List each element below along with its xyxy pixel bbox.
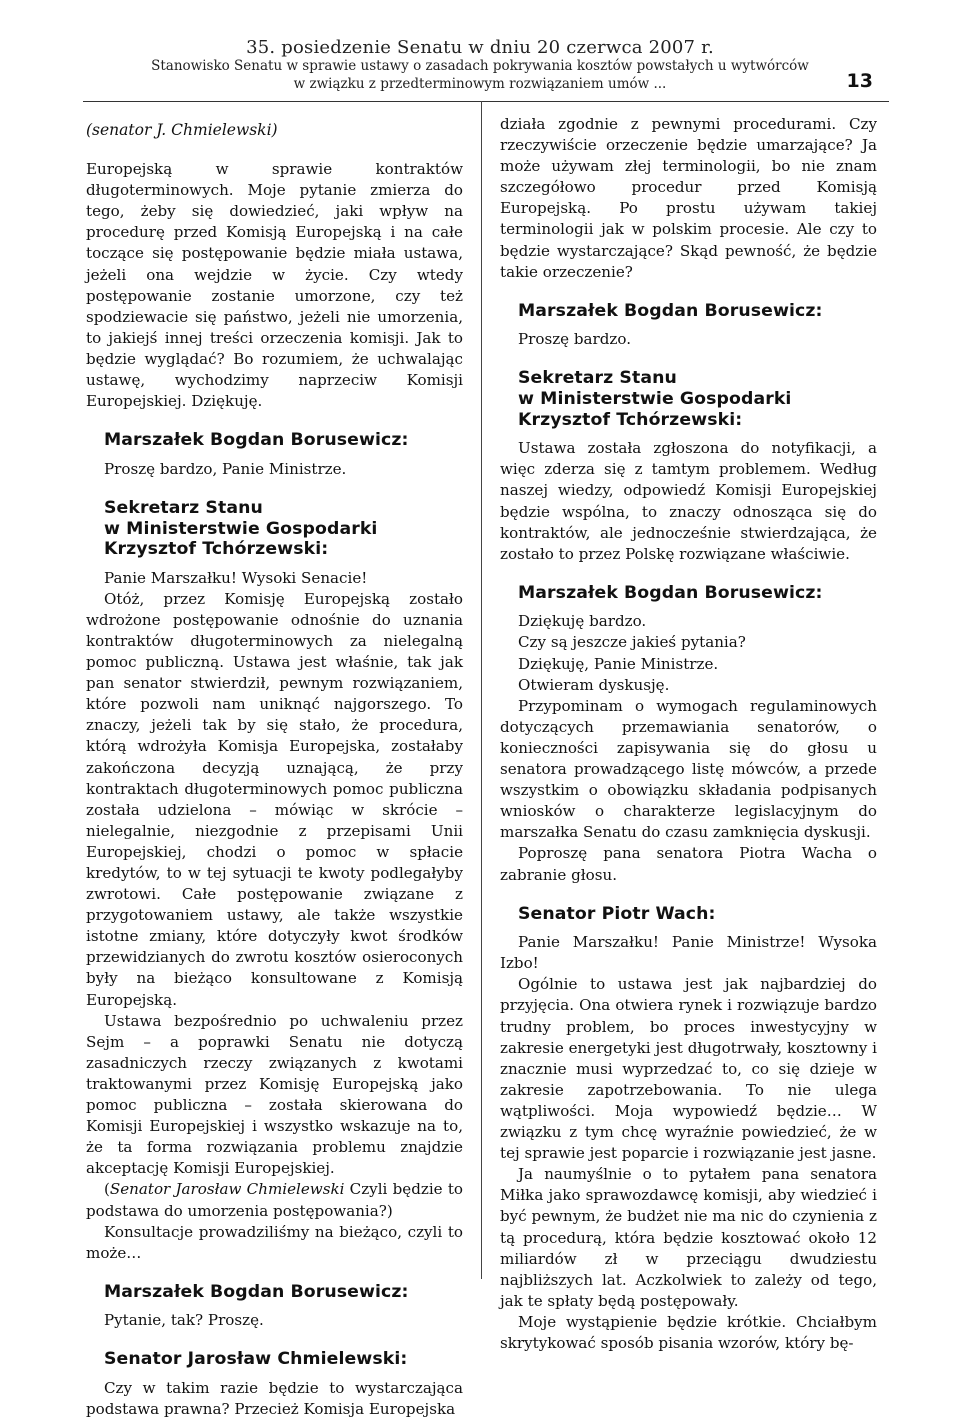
paragraph: Ogólnie to ustawa jest jak najbardziej do przyjęcia. Ona otwiera rynek i rozwiązuje bardzo trudny problem, bo proces inwestycyjny w zakresie energetyki jest długotrwały, kosztowny i znacznie musi wyprzedzać to, co się dzieje w zakresie zapotrzebowania. To nie ulega wątpliwości. Moja wypowiedź będzie… W związku z tym chcę wyraźnie powiedzieć, że w tej sprawie jest poparcie i rozwiązanie jest jasne. xyxy=(500,975,877,1163)
speaker-heading xyxy=(518,368,877,430)
document-subtitle-line2: w związku z przedterminowym rozwiązaniem umów ... xyxy=(293,76,667,92)
paragraph: Ja naumyślnie o to pytałem pana senatora Miłka jako sprawozdawcę komisji, aby wiedzieć i być pewnym, że budżet nie ma nic do czynienia z tą procedurą, która będzie kosztować około 12 miliardów zł w przeciągu dwudziestu najbliższych lat. Aczkolwiek to zależy od tego, jak te spłaty będą postępowały. xyxy=(500,1165,877,1310)
header-rule xyxy=(83,101,889,102)
paragraph: Otóż, przez Komisję Europejską zostało wdrożone postępowanie odnośnie do uznania kontraktów długoterminowych za nielegalną pomoc publiczną. Ustawa jest właśnie, tak jak pan senator stwierdził, pewnym rozwiązaniem, które pozwoli nam uniknąć najgorszego. To znaczy, jeżeli tak by się stało, że procedura, którą wdrożyła Komisja Europejska, zostałaby zakończona decyzją uznającą, że przy kontraktach długoterminowych pomoc publiczna została udzielona – mówiąc w skrócie – nielegalnie, niezgodnie z przepisami Unii Europejskiej, chodzi o pomoc w spłacie kredytów, to w tej sytuacji te kwoty podlegałyby zwrotowi. Całe postępowanie związane z przygotowaniem ustawy, ale także wszystkie istotne zmiany, które dotyczyły kwot środków przewidzianych do zwrotu kosztów osieroconych były na bieżąco konsultowane z Komisją Europejską. xyxy=(86,589,463,1009)
paragraph: Poproszę pana senatora Piotra Wacha o zabranie głosu. xyxy=(500,844,877,884)
column-divider xyxy=(481,101,482,1279)
paragraph: Panie Marszałku! Wysoki Senacie! xyxy=(104,568,368,587)
paragraph: działa zgodnie z pewnymi procedurami. Czy rzeczywiście orzeczenie będzie umarzające? Ja może używam złej terminologii, bo nie znam szczegółowo procedur przed Komisją Europejską. Po prostu używam takiej terminologii jak w polskim procesie. Ale czy to będzie wystarczające? Skąd pewność, że będzie takie orzeczenie? xyxy=(500,115,877,281)
speaker-continuation-note: (senator J. Chmielewski) xyxy=(86,121,278,139)
paragraph: Panie Marszałku! Panie Ministrze! Wysoka Izbo! xyxy=(500,933,877,973)
speaker-heading-line: w Ministerstwie Gospodarki xyxy=(104,518,378,539)
speaker-heading-line: Krzysztof Tchórzewski: xyxy=(518,409,743,430)
interjection-speaker: Senator Jarosław Chmielewski xyxy=(109,1180,345,1199)
left-column xyxy=(86,114,463,1420)
paragraph: Proszę bardzo, Panie Ministrze. xyxy=(104,459,347,478)
document-subtitle-line1: Stanowisko Senatu w sprawie ustawy o zasadach pokrywania kosztów powstałych u wytwórców xyxy=(151,58,809,74)
paragraph: Czy są jeszcze jakieś pytania? xyxy=(518,633,746,652)
speaker-heading-line: Krzysztof Tchórzewski: xyxy=(104,539,329,560)
session-title: 35. posiedzenie Senatu w dniu 20 czerwca 2007 r. xyxy=(246,37,714,58)
paragraph: Moje wystąpienie będzie krótkie. Chciałbym skrytykować sposób pisania wzorów, który bę- xyxy=(500,1312,877,1352)
speaker-heading-line: w Ministerstwie Gospodarki xyxy=(518,389,792,410)
speaker-heading: Senator Jarosław Chmielewski: xyxy=(104,1349,408,1370)
page-header xyxy=(0,0,960,112)
interjection-text: Czyli będzie to podstawa do umorzenia postępowania?) xyxy=(86,1180,463,1220)
paragraph: Ustawa bezpośrednio po uchwaleniu przez Sejm – a poprawki Senatu nie dotyczą zasadniczych rzeczy związanych z kwotami traktowanymi przez Komisję Europejską jako pomoc publiczna – została skierowana do Komisji Europejskiej i wszystko wskazuje na to, że ta forma rozwiązania problemu znajdzie akceptację Komisji Europejskiej. xyxy=(86,1011,463,1178)
speaker-heading: Senator Piotr Wach: xyxy=(518,903,716,924)
paragraph: Proszę bardzo. xyxy=(518,330,631,349)
speaker-heading: Marszałek Bogdan Borusewicz: xyxy=(104,1281,409,1302)
speaker-heading-line: Sekretarz Stanu xyxy=(104,497,263,518)
paragraph: Dziękuję, Panie Ministrze. xyxy=(518,654,719,673)
interjection-paragraph xyxy=(86,1179,463,1221)
speaker-heading xyxy=(104,498,463,560)
right-column xyxy=(500,114,877,1354)
speaker-heading: Marszałek Bogdan Borusewicz: xyxy=(518,582,823,603)
speaker-heading: Marszałek Bogdan Borusewicz: xyxy=(518,300,823,321)
speaker-heading-line: Sekretarz Stanu xyxy=(518,368,677,389)
paren-open: ( xyxy=(104,1180,110,1199)
paragraph: Czy w takim razie będzie to wystarczająca podstawa prawna? Przecież Komisja Europejska xyxy=(86,1379,463,1419)
speaker-heading: Marszałek Bogdan Borusewicz: xyxy=(104,430,409,451)
paragraph: Dziękuję bardzo. xyxy=(518,612,647,631)
paragraph: Ustawa została zgłoszona do notyfikacji, a więc zderza się z tamtym problemem. Według naszej wiedzy, odpowiedź Komisji Europejskiej będzie wspólna, to znaczy odnosząca się do kontraktów, ale jednocześnie stwierdzająca, że zostało to przez Polskę rozwiązane właściwie. xyxy=(500,439,877,563)
paragraph: Pytanie, tak? Proszę. xyxy=(104,1311,264,1330)
paragraph: Przypominam o wymogach regulaminowych dotyczących przemawiania senatorów, o konieczności zapisywania się do głosu u senatora prowadzącego listę mówców, a przede wszystkim o obowiązku składania podpisanych wniosków o charakterze legislacyjnym do marszałka Senatu do czasu zamknięcia dyskusji. xyxy=(500,696,877,842)
paragraph: Konsultacje prowadziliśmy na bieżąco, czyli to może… xyxy=(86,1222,463,1262)
paragraph: Otwieram dyskusję. xyxy=(518,675,670,694)
page-number: 13 xyxy=(846,70,873,92)
paragraph: Europejską w sprawie kontraktów długoterminowych. Moje pytanie zmierza do tego, żeby się dowiedzieć, jaki wpływ na procedurę przed Komisją Europejską i na całe toczące się postępowanie będzie miała ustawa, jeżeli ona wejdzie w życie. Czy wtedy postępowanie zostanie umorzone, czy też spodziewacie się państwo, jeżeli nie umorzenia, to jakiejś innej treści orzeczenia komisji. Jak to będzie wyglądać? Bo rozumiem, że uchwalając ustawę, wychodzimy naprzeciw Komisji Europejskiej. Dziękuję. xyxy=(86,160,463,411)
